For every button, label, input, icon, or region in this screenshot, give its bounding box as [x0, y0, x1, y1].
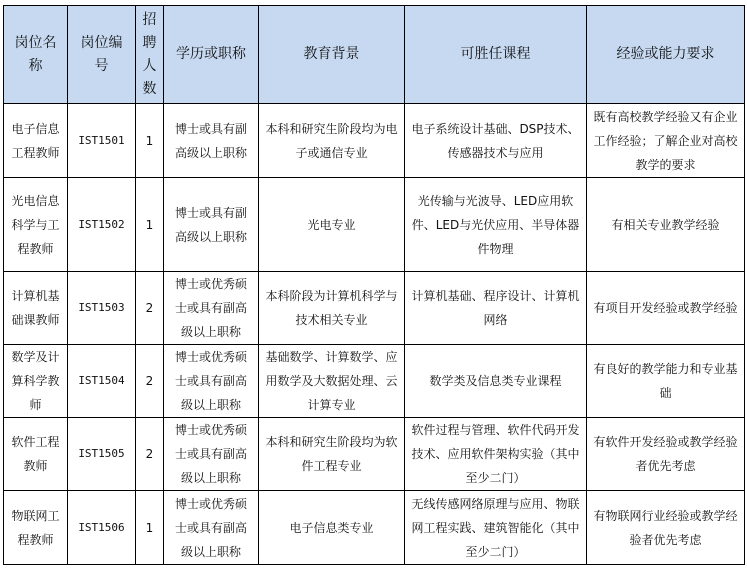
cell-headcount: 2	[136, 272, 164, 345]
table-row	[4, 104, 745, 178]
table-row	[4, 272, 745, 345]
cell-courses: 光传输与光波导、LED应用软件、LED与光伏应用、半导体器件物理	[405, 178, 587, 272]
cell-education: 本科和研究生阶段均为软件工程专业	[259, 418, 405, 491]
cell-headcount: 1	[136, 104, 164, 178]
cell-courses: 软件过程与管理、软件代码开发技术、应用软件架构实验（其中至少二门）	[405, 418, 587, 491]
cell-position-name: 电子信息工程教师	[4, 104, 68, 178]
cell-headcount: 2	[136, 345, 164, 418]
cell-position-code: IST1505	[68, 418, 136, 491]
cell-courses: 数学类及信息类专业课程	[405, 345, 587, 418]
header-courses: 可胜任课程	[405, 6, 587, 104]
table-row	[4, 418, 745, 491]
cell-position-name: 计算机基础课教师	[4, 272, 68, 345]
cell-degree: 博士或优秀硕士或具有副高级以上职称	[164, 491, 259, 565]
cell-position-code: IST1501	[68, 104, 136, 178]
cell-experience: 有项目开发经验或教学经验	[587, 272, 745, 345]
header-row	[4, 6, 745, 104]
cell-experience: 有物联网行业经验或教学经验者优先考虑	[587, 491, 745, 565]
cell-degree: 博士或具有副高级以上职称	[164, 104, 259, 178]
header-degree: 学历或职称	[164, 6, 259, 104]
cell-degree: 博士或优秀硕士或具有副高级以上职称	[164, 272, 259, 345]
cell-position-name: 数学及计算科学教师	[4, 345, 68, 418]
cell-education: 本科阶段为计算机科学与技术相关专业	[259, 272, 405, 345]
header-position-name: 岗位名称	[4, 6, 68, 104]
cell-education: 基础数学、计算数学、应用数学及大数据处理、云计算专业	[259, 345, 405, 418]
cell-degree: 博士或优秀硕士或具有副高级以上职称	[164, 418, 259, 491]
cell-headcount: 1	[136, 178, 164, 272]
cell-headcount: 1	[136, 491, 164, 565]
cell-position-name: 软件工程教师	[4, 418, 68, 491]
cell-experience: 有良好的教学能力和专业基础	[587, 345, 745, 418]
cell-experience: 有相关专业教学经验	[587, 178, 745, 272]
cell-degree: 博士或具有副高级以上职称	[164, 178, 259, 272]
cell-courses: 无线传感网络原理与应用、物联网工程实践、建筑智能化（其中至少二门）	[405, 491, 587, 565]
cell-position-name: 光电信息科学与工程教师	[4, 178, 68, 272]
header-position-code: 岗位编号	[68, 6, 136, 104]
recruitment-table	[3, 5, 745, 565]
cell-education: 光电专业	[259, 178, 405, 272]
cell-position-name: 物联网工程教师	[4, 491, 68, 565]
cell-position-code: IST1506	[68, 491, 136, 565]
header-education: 教育背景	[259, 6, 405, 104]
cell-education: 本科和研究生阶段均为电子或通信专业	[259, 104, 405, 178]
header-experience: 经验或能力要求	[587, 6, 745, 104]
cell-courses: 电子系统设计基础、DSP技术、传感器技术与应用	[405, 104, 587, 178]
cell-position-code: IST1502	[68, 178, 136, 272]
cell-experience: 有软件开发经验或教学经验者优先考虑	[587, 418, 745, 491]
cell-experience: 既有高校教学经验又有企业工作经验；了解企业对高校教学的要求	[587, 104, 745, 178]
cell-position-code: IST1503	[68, 272, 136, 345]
cell-education: 电子信息类专业	[259, 491, 405, 565]
cell-position-code: IST1504	[68, 345, 136, 418]
table-row	[4, 491, 745, 565]
table-row	[4, 345, 745, 418]
header-headcount: 招聘人数	[136, 6, 164, 104]
cell-degree: 博士或优秀硕士或具有副高级以上职称	[164, 345, 259, 418]
table-row	[4, 178, 745, 272]
cell-courses: 计算机基础、程序设计、计算机网络	[405, 272, 587, 345]
cell-headcount: 2	[136, 418, 164, 491]
